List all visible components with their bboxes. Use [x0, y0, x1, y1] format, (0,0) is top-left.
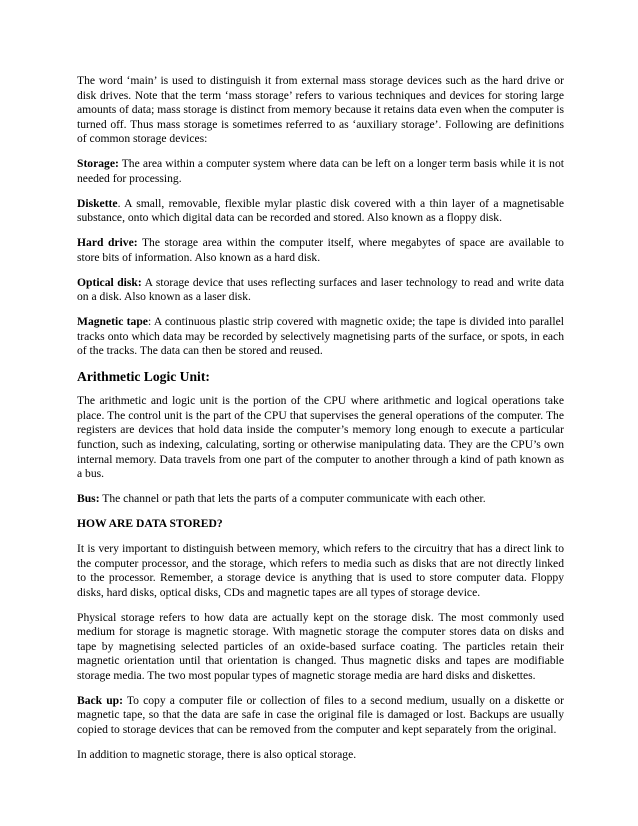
memory-vs-storage-paragraph: It is very important to distinguish between memory, which refers to the circuitry that has a direct link to the computer processor, and the storage, which refers to media such as disks that are not directly linked to the processor. Remember, a storage device is anything that is used to store computer data. Floppy disks, hard disks, optical disks, CDs and magnetic tapes are all types of storage device.: [77, 541, 564, 599]
definition-text: . A small, removable, flexible mylar plastic disk covered with a thin layer of a magnetisable substance, onto which digital data can be recorded and stored. Also known as a floppy disk.: [77, 196, 564, 225]
definition-term: Magnetic tape: [77, 315, 148, 329]
definition-text: The channel or path that lets the parts of a computer communicate with each other.: [99, 492, 486, 506]
physical-storage-paragraph: Physical storage refers to how data are actually kept on the storage disk. The most commonly used medium for storage is magnetic storage. With magnetic storage the computer stores data on disks and tape by magnetising selected particles of an oxide-based surface coating. The particles retain their magnetic orientation until that orientation is changed. Thus magnetic disks and tapes are modifiable storage media. The two most popular types of magnetic storage media are hard disks and diskettes.: [77, 610, 564, 682]
definition-term: Back up:: [77, 693, 123, 707]
definition-term: Diskette: [77, 196, 118, 210]
definition-text: The storage area within the computer itself, where megabytes of space are available to store bits of information. Also known as a hard disk.: [77, 236, 564, 264]
definition-term: Bus:: [77, 492, 100, 506]
definition-text: A storage device that uses reflecting surfaces and laser technology to read and write data on a disk. Also known as a laser disk.: [77, 275, 564, 304]
data-stored-heading: HOW ARE DATA STORED?: [77, 517, 223, 531]
definition-term: Hard drive:: [77, 236, 138, 250]
alu-paragraph: The arithmetic and logic unit is the portion of the CPU where arithmetic and logical operations take place. The control unit is the part of the CPU that supervises the general operations of the computer. The registers are devices that hold data inside the computer’s memory long enough to execute a particular function, such as indexing, calculating, sorting or otherwise manipulating data. They are the CPU’s own internal memory. Data travels from one part of the computer to another through a kind of path known as a bus.: [77, 394, 564, 481]
definition-bus: [77, 492, 564, 507]
alu-heading: Arithmetic Logic Unit:: [77, 369, 210, 385]
closing-paragraph: In addition to magnetic storage, there is also optical storage.: [77, 747, 357, 761]
definition-magnetic-tape: [77, 315, 564, 359]
definition-hard-drive: [77, 236, 564, 265]
definition-text: To copy a computer file or collection of files to a second medium, usually on a diskette or magnetic tape, so that the data are safe in case the original file is damaged or lost. Backups are usually copied to storage devices that can be removed from the computer and kept separately from the original.: [77, 693, 564, 737]
definition-text: The area within a computer system where data can be left on a longer term basis while it is not needed for processing.: [77, 157, 564, 185]
definition-storage: [77, 157, 564, 186]
definition-optical-disk: [77, 276, 564, 305]
definition-term: Storage:: [77, 157, 119, 171]
definition-back-up: [77, 694, 564, 738]
intro-paragraph: The word ‘main’ is used to distinguish it from external mass storage devices such as the hard drive or disk drives. Note that the term ‘mass storage’ refers to various techniques and devices for storing large amounts of data; mass storage is distinct from memory because it retains data even when the computer is turned off. Thus mass storage is sometimes referred to as ‘auxiliary storage’. Following are definitions of common storage devices:: [77, 74, 564, 146]
definition-text: : A continuous plastic strip covered with magnetic oxide; the tape is divided into parallel tracks onto which data may be recorded by selectively magnetising parts of the surface, or spots, in each of the tracks. The data can then be stored and reused.: [77, 315, 564, 358]
definition-diskette: [77, 197, 564, 226]
definition-term: Optical disk:: [77, 275, 142, 289]
